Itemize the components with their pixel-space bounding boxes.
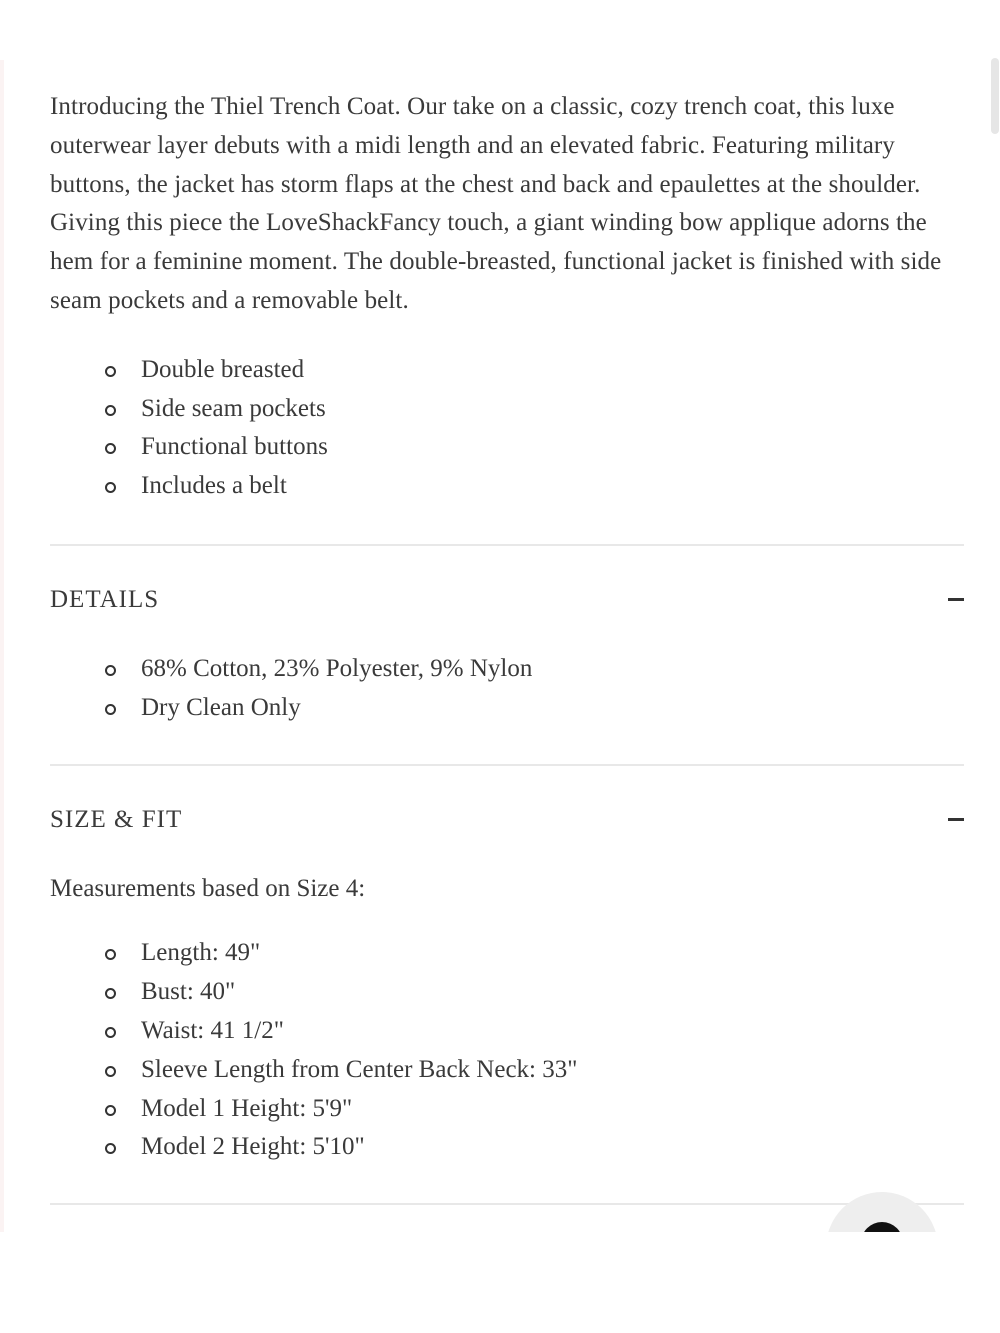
list-item	[105, 934, 964, 973]
list-item-text: Includes a belt	[141, 472, 287, 500]
list-item	[105, 1090, 964, 1129]
list-item-text: Waist: 41 1/2"	[141, 1016, 284, 1044]
bullet-icon	[105, 366, 116, 377]
size-fit-accordion-header[interactable]	[50, 766, 964, 874]
list-item	[105, 973, 964, 1012]
feature-list	[105, 351, 964, 506]
list-item-text: Length: 49"	[141, 939, 261, 967]
bullet-icon	[105, 665, 116, 676]
bullet-icon	[105, 988, 116, 999]
list-item	[105, 1128, 964, 1167]
bullet-icon	[105, 1066, 116, 1077]
product-description-text: Introducing the Thiel Trench Coat. Our take on a classic, cozy trench coat, this luxe outerwear layer debuts with a midi length and an elevated fabric. Featuring military buttons, the jacket has storm flaps at the chest and back and epaulettes at the shoulder. Giving this piece the LoveShackFancy touch, a giant winding bow applique adorns the hem for a feminine moment. The double-breasted, functional jacket is finished with side seam pockets and a removable belt.	[50, 93, 942, 314]
bullet-icon	[105, 482, 116, 493]
section-divider	[50, 1203, 964, 1205]
details-title: DETAILS	[50, 585, 160, 613]
bullet-icon	[105, 704, 116, 715]
chat-icon	[861, 1222, 903, 1232]
bullet-icon	[105, 443, 116, 454]
list-item-text: Dry Clean Only	[141, 693, 301, 721]
list-item	[105, 428, 964, 467]
size-fit-title: SIZE & FIT	[50, 805, 183, 833]
list-item	[105, 650, 964, 689]
list-item-text: Double breasted	[141, 355, 305, 383]
list-item-text: Bust: 40"	[141, 978, 236, 1006]
minus-icon[interactable]	[948, 818, 964, 821]
left-edge-strip	[0, 60, 4, 1232]
list-item	[105, 390, 964, 429]
list-item-text: Model 1 Height: 5'9"	[141, 1094, 353, 1122]
measurements-list	[105, 934, 964, 1167]
list-item-text: Side seam pockets	[141, 394, 326, 422]
bullet-icon	[105, 1105, 116, 1116]
list-item	[105, 467, 964, 506]
product-info-content	[50, 88, 964, 1205]
list-item-text: Functional buttons	[141, 433, 328, 461]
bullet-icon	[105, 405, 116, 416]
list-item	[105, 689, 964, 728]
details-accordion-header[interactable]	[50, 546, 964, 654]
list-item	[105, 1012, 964, 1051]
minus-icon[interactable]	[948, 598, 964, 601]
list-item	[105, 351, 964, 390]
bullet-icon	[105, 1143, 116, 1154]
list-item-text: Sleeve Length from Center Back Neck: 33"	[141, 1055, 578, 1083]
list-item-text: 68% Cotton, 23% Polyester, 9% Nylon	[141, 654, 533, 682]
details-list	[105, 650, 964, 728]
size-fit-note: Measurements based on Size 4:	[50, 874, 366, 902]
list-item-text: Model 2 Height: 5'10"	[141, 1133, 365, 1161]
bullet-icon	[105, 1027, 116, 1038]
scrollbar-thumb[interactable]	[991, 58, 999, 134]
list-item	[105, 1051, 964, 1090]
bullet-icon	[105, 949, 116, 960]
